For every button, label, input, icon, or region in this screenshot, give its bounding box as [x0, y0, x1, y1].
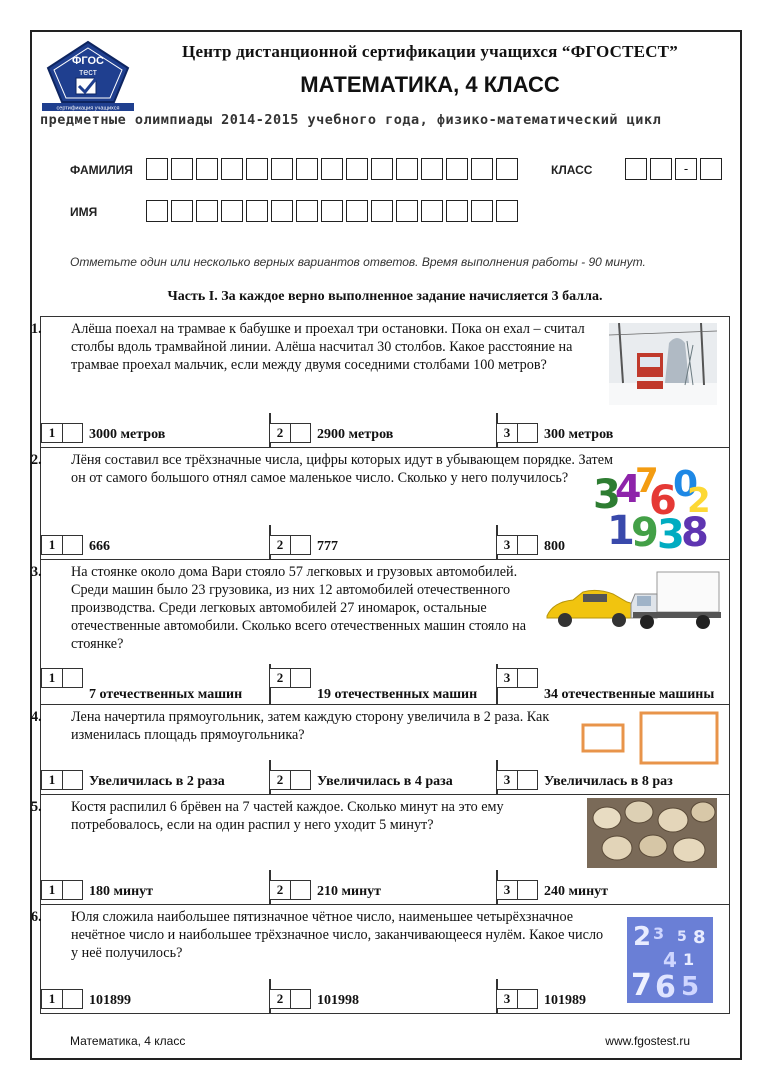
svg-text:7: 7 — [631, 968, 652, 1003]
surname-label: ФАМИЛИЯ — [70, 163, 133, 177]
subject-title: МАТЕМАТИКА, 4 КЛАСС — [300, 72, 560, 97]
answer-checkbox[interactable] — [63, 880, 83, 900]
svg-text:1: 1 — [683, 950, 695, 969]
answer-checkbox[interactable] — [518, 770, 538, 790]
answer-checkbox[interactable] — [291, 880, 311, 900]
svg-text:4: 4 — [663, 948, 677, 972]
answer-number: 3 — [496, 989, 518, 1009]
answer-text: 180 минут — [89, 884, 154, 899]
answer-text: 2900 метров — [317, 427, 394, 442]
answer-checkbox[interactable] — [291, 989, 311, 1009]
class-label: КЛАСС — [551, 163, 593, 177]
task-number: 1. — [31, 321, 42, 337]
svg-text:6: 6 — [649, 478, 677, 524]
logs-picture — [587, 798, 717, 873]
answer-checkbox[interactable] — [291, 770, 311, 790]
answer-number: 3 — [496, 668, 518, 688]
instructions: Отметьте один или несколько верных вариантов ответов. Время выполнения работы - 90 минут. — [70, 255, 646, 269]
answer-text: 210 минут — [317, 884, 382, 899]
svg-text:8: 8 — [693, 927, 706, 948]
answer-text: 3000 метров — [89, 427, 166, 442]
task-3 — [31, 559, 730, 704]
task-text: На стоянке около дома Вари стояло 57 легковых и грузовых автомобилей. Среди машин было 23 грузовика, из них 12 автомобилей отечественного производства. Среди легковых автомобилей 27 иномарок, остальные отечественные автомобили. Сколько всего отечественных машин стояло на стоянке? — [71, 564, 527, 652]
fgostest-logo — [40, 40, 136, 112]
name-label: ИМЯ — [70, 205, 98, 219]
answer-number: 2 — [269, 989, 291, 1009]
answer-checkbox[interactable] — [518, 423, 538, 443]
answer-number: 1 — [41, 423, 63, 443]
task-6 — [31, 904, 730, 1014]
svg-text:5: 5 — [681, 972, 700, 1002]
answer-checkbox[interactable] — [291, 535, 311, 555]
answer-checkbox[interactable] — [63, 423, 83, 443]
answer-text: 34 отечественные машины — [544, 687, 715, 702]
svg-text:9: 9 — [631, 510, 659, 552]
task-number: 3. — [31, 564, 42, 580]
answer-number: 3 — [496, 770, 518, 790]
answer-checkbox[interactable] — [63, 668, 83, 688]
svg-text:1: 1 — [607, 508, 635, 552]
answer-number: 2 — [269, 880, 291, 900]
answer-text: Увеличилась в 8 раз — [544, 774, 673, 789]
answer-checkbox[interactable] — [63, 989, 83, 1009]
answer-checkbox[interactable] — [518, 989, 538, 1009]
answer-number: 2 — [269, 770, 291, 790]
svg-text:ФГОС: ФГОС — [72, 55, 104, 67]
surname-field[interactable] — [146, 158, 521, 180]
answer-checkbox[interactable] — [518, 535, 538, 555]
svg-text:3: 3 — [657, 512, 685, 552]
answer-number: 3 — [496, 423, 518, 443]
svg-text:8: 8 — [681, 510, 709, 552]
answer-number: 3 — [496, 880, 518, 900]
svg-text:5: 5 — [677, 929, 687, 945]
answer-text: 101989 — [544, 993, 586, 1008]
organization-title: Центр дистанционной сертификации учащихся “ФГОСТЕСТ” — [182, 42, 678, 61]
answer-number: 2 — [269, 668, 291, 688]
svg-text:6: 6 — [655, 970, 676, 1003]
answer-checkbox[interactable] — [63, 535, 83, 555]
answer-text: 7 отечественных машин — [89, 687, 243, 702]
task-1 — [31, 316, 730, 447]
class-dash: - — [675, 158, 697, 180]
answer-number: 1 — [41, 989, 63, 1009]
answer-text: 101899 — [89, 993, 131, 1008]
answer-checkbox[interactable] — [291, 668, 311, 688]
svg-text:2: 2 — [633, 922, 652, 952]
answer-checkbox[interactable] — [518, 880, 538, 900]
svg-text:7: 7 — [635, 461, 659, 501]
svg-text:2: 2 — [687, 481, 711, 521]
task-text: Юля сложила наибольшее пятизначное чётное число, наименьшее четырёхзначное нечётное число и наибольшее трёхзначное число, заканчивающееся нулём. Какое число у неё получилось? — [71, 909, 604, 961]
answer-text: Увеличилась в 2 раза — [89, 774, 225, 789]
task-text: Костя распилил 6 брёвен на 7 частей каждое. Сколько минут на это ему потребовалось, если на один распил у него уходит 5 минут? — [71, 799, 504, 833]
answer-text: 19 отечественных машин — [317, 687, 478, 702]
answer-number: 1 — [41, 535, 63, 555]
task-text: Алёша поехал на трамвае к бабушке и проехал три остановки. Пока он ехал – считал столбы вдоль трамвайной линии. Алёша насчитал 30 столбов. Какое расстояние на трамвае проехал мальчик, если между двумя соседними столбами 100 метров? — [71, 321, 585, 373]
answer-number: 1 — [41, 770, 63, 790]
answer-text: Увеличилась в 4 раза — [317, 774, 453, 789]
task-number: 2. — [31, 452, 42, 468]
answer-text: 800 — [544, 539, 565, 554]
answer-number: 1 — [41, 668, 63, 688]
task-4 — [31, 704, 730, 794]
answer-checkbox[interactable] — [518, 668, 538, 688]
task-number: 6. — [31, 909, 42, 925]
task-2 — [31, 447, 730, 559]
answer-number: 2 — [269, 535, 291, 555]
svg-text:тест: тест — [79, 67, 97, 77]
answer-number: 3 — [496, 535, 518, 555]
cars-picture — [543, 568, 727, 639]
footer-website: www.fgostest.ru — [605, 1034, 690, 1048]
answer-checkbox[interactable] — [291, 423, 311, 443]
svg-text:сертификация учащихся: сертификация учащихся — [56, 105, 120, 112]
svg-text:3: 3 — [593, 472, 621, 518]
task-number: 5. — [31, 799, 42, 815]
answer-text: 666 — [89, 539, 110, 554]
task-text: Лена начертила прямоугольник, затем каждую сторону увеличила в 2 раза. Как изменилась площадь прямоугольника? — [71, 709, 550, 743]
svg-text:0: 0 — [673, 464, 699, 505]
task-text: Лёня составил все трёхзначные числа, цифры которых идут в убывающем порядке. Затем он от самого большого отнял самое маленькое число. Сколько у него получилось? — [71, 452, 614, 486]
answer-text: 777 — [317, 539, 338, 554]
answer-text: 300 метров — [544, 427, 614, 442]
answer-checkbox[interactable] — [63, 770, 83, 790]
olympiad-subtitle: предметные олимпиады 2014-2015 учебного года, физико-математический цикл — [40, 112, 662, 128]
task-5 — [31, 794, 730, 904]
part-title: Часть I. За каждое верно выполненное задание начисляется 3 балла. — [167, 289, 603, 304]
footer-subject: Математика, 4 класс — [70, 1034, 186, 1048]
answer-text: 101998 — [317, 993, 359, 1008]
tasks-table — [31, 316, 730, 1014]
class-field[interactable] — [625, 158, 725, 180]
answer-text: 240 минут — [544, 884, 609, 899]
svg-text:3: 3 — [653, 924, 665, 943]
name-field[interactable] — [146, 200, 521, 222]
task-number: 4. — [31, 709, 42, 725]
tram-picture — [609, 323, 717, 410]
svg-text:4: 4 — [615, 467, 642, 511]
answer-number: 1 — [41, 880, 63, 900]
answer-number: 2 — [269, 423, 291, 443]
